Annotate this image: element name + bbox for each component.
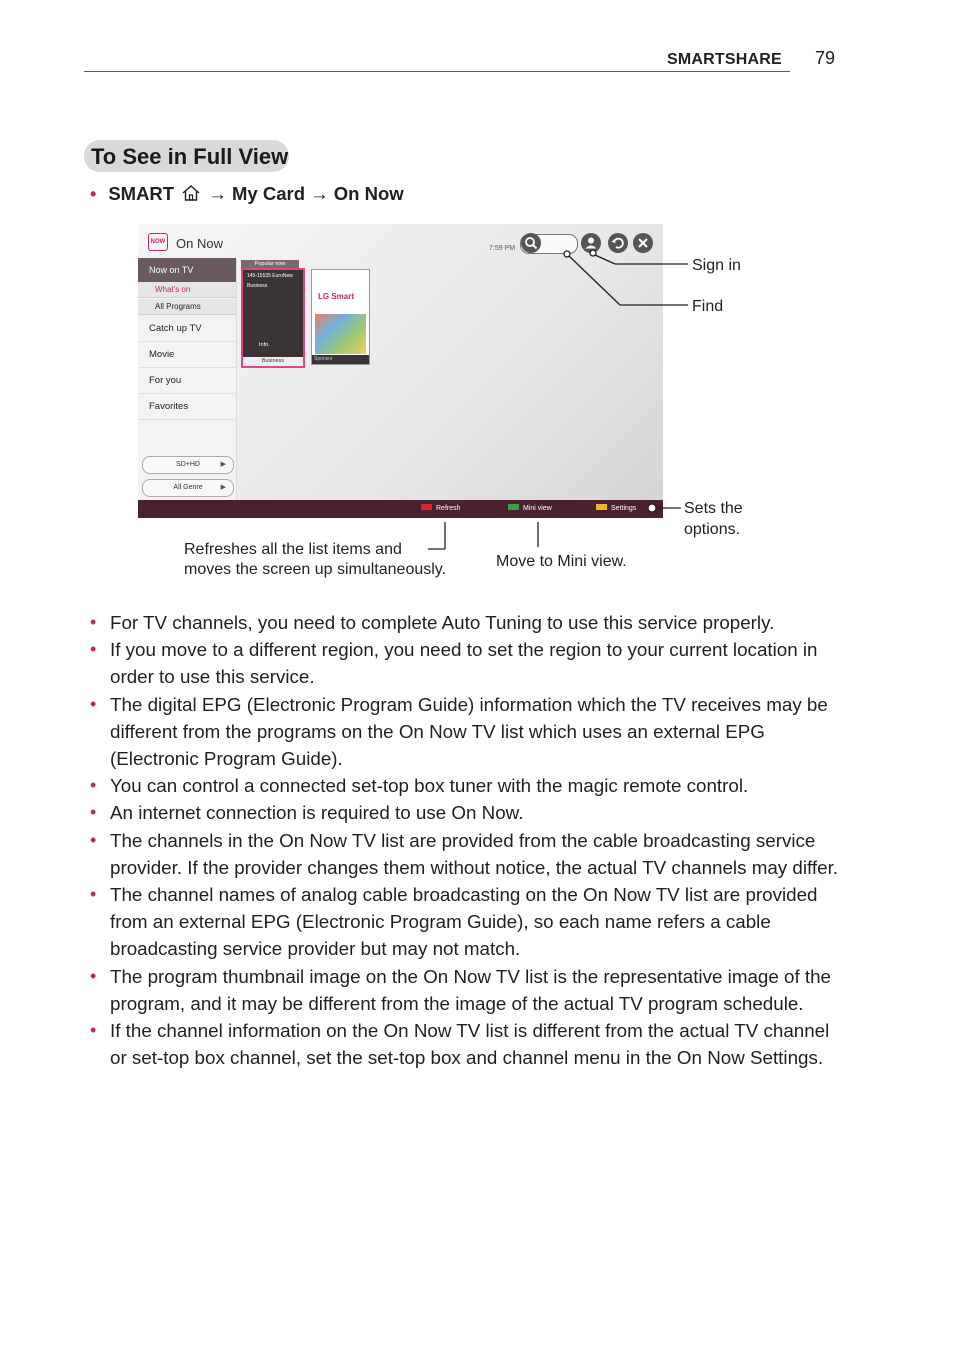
bullet-icon: • <box>90 829 97 850</box>
note-text: The program thumbnail image on the On Now TV list is the representative image of the program, and it may be different from the image of the actual TV program schedule. <box>110 965 832 1014</box>
sidebar-item-favorites[interactable]: Favorites <box>138 394 236 420</box>
sidebar-item-movie[interactable]: Movie <box>138 342 236 368</box>
mini-view-label: Mini view <box>523 505 552 512</box>
list-item <box>90 881 850 963</box>
settings-label: Settings <box>611 505 637 512</box>
callout-refresh-line1: Refreshes all the list items and <box>184 541 402 558</box>
bullet-icon: • <box>90 612 97 632</box>
note-text: An internet connection is required to use On Now. <box>110 802 524 824</box>
list-item <box>90 963 850 1017</box>
callout-sign-in: Sign in <box>692 257 741 274</box>
filter-genre-label: All Genre <box>173 484 203 491</box>
bullet-icon: • <box>90 965 97 986</box>
running-header-section: SMARTSHARE <box>667 51 782 68</box>
path-on-now: → On Now <box>310 183 404 204</box>
bullet-icon: • <box>90 639 97 660</box>
screen-title: On Now <box>176 236 223 251</box>
note-text: If you move to a different region, you need to set the region to your current location in order to use this service. <box>110 639 818 688</box>
bullet-icon: • <box>90 884 97 905</box>
page-number: 79 <box>815 48 836 68</box>
sidebar-item-for-you[interactable]: For you <box>138 368 236 394</box>
callout-find: Find <box>692 298 724 315</box>
bullet-icon: • <box>90 775 97 796</box>
filter-quality-label: SD+HD <box>176 461 200 468</box>
clock: 7:59 PM <box>489 245 516 252</box>
list-item <box>90 1017 850 1071</box>
note-text: The channels in the On Now TV list are provided from the cable broadcasting service provider. If the provider changes them without notice, the actual TV channels may differ. <box>110 829 839 878</box>
bullet-icon: • <box>90 184 97 204</box>
bullet-icon: • <box>90 693 97 714</box>
note-text: For TV channels, you need to complete Auto Tuning to use this service properly. <box>110 612 775 633</box>
callout-mini-view: Move to Mini view. <box>496 553 627 570</box>
list-item <box>90 827 850 881</box>
callout-settings-line2: options. <box>684 521 741 538</box>
sidebar-subitem-all-programs[interactable]: All Programs <box>138 299 236 315</box>
bullet-icon: • <box>90 802 97 823</box>
list-item <box>90 799 850 826</box>
sidebar-subitem-whats-on[interactable]: What's on <box>138 282 236 298</box>
notes-list <box>90 609 850 1071</box>
card-genre: Business <box>247 283 268 289</box>
card-footer: Business <box>243 357 303 366</box>
sidebar-item-now-on-tv[interactable]: Now on TV <box>138 258 236 282</box>
section-title: To See in Full View <box>91 144 289 169</box>
note-text: If the channel information on the On Now TV list is different from the actual TV channel or set-top box channel, set the set-top box and channel menu in the On Now Settings. <box>110 1020 830 1069</box>
bullet-icon: • <box>90 1020 97 1041</box>
list-item <box>90 609 850 636</box>
card-info-button[interactable]: Info. <box>259 342 270 348</box>
lg-smart-logo: LG Smart <box>318 292 355 301</box>
play-arrow-icon: ▶ <box>220 484 226 491</box>
note-text: You can control a connected set-top box tuner with the magic remote control. <box>110 775 749 797</box>
sidebar-item-catch-up-tv[interactable]: Catch up TV <box>138 316 236 342</box>
note-text: The digital EPG (Electronic Program Guide) information which the TV receives may be different from the programs on the On Now TV list which uses an external EPG (Electronic Program Guide). <box>110 693 828 770</box>
callout-refresh-line2: moves the screen up simultaneously. <box>184 561 447 578</box>
card-footer: Sponsor <box>312 355 369 364</box>
card-channel: 145-15535 EuroNew <box>247 273 293 279</box>
list-item <box>90 691 850 773</box>
path-smart: SMART <box>108 183 175 204</box>
card-tag: Popular now <box>241 260 299 269</box>
callout-settings-line1: Sets the <box>684 500 743 517</box>
play-arrow-icon: ▶ <box>220 461 226 468</box>
list-item <box>90 772 850 799</box>
refresh-label: Refresh <box>436 505 461 512</box>
now-logo-icon: NOW <box>148 233 168 251</box>
note-text: The channel names of analog cable broadcasting on the On Now TV list are provided from an external EPG (Electronic Program Guide), so each name refers a cable broadcasting service provider but may not match. <box>110 884 818 960</box>
list-item <box>90 636 850 690</box>
path-my-card: → My Card <box>208 183 306 204</box>
